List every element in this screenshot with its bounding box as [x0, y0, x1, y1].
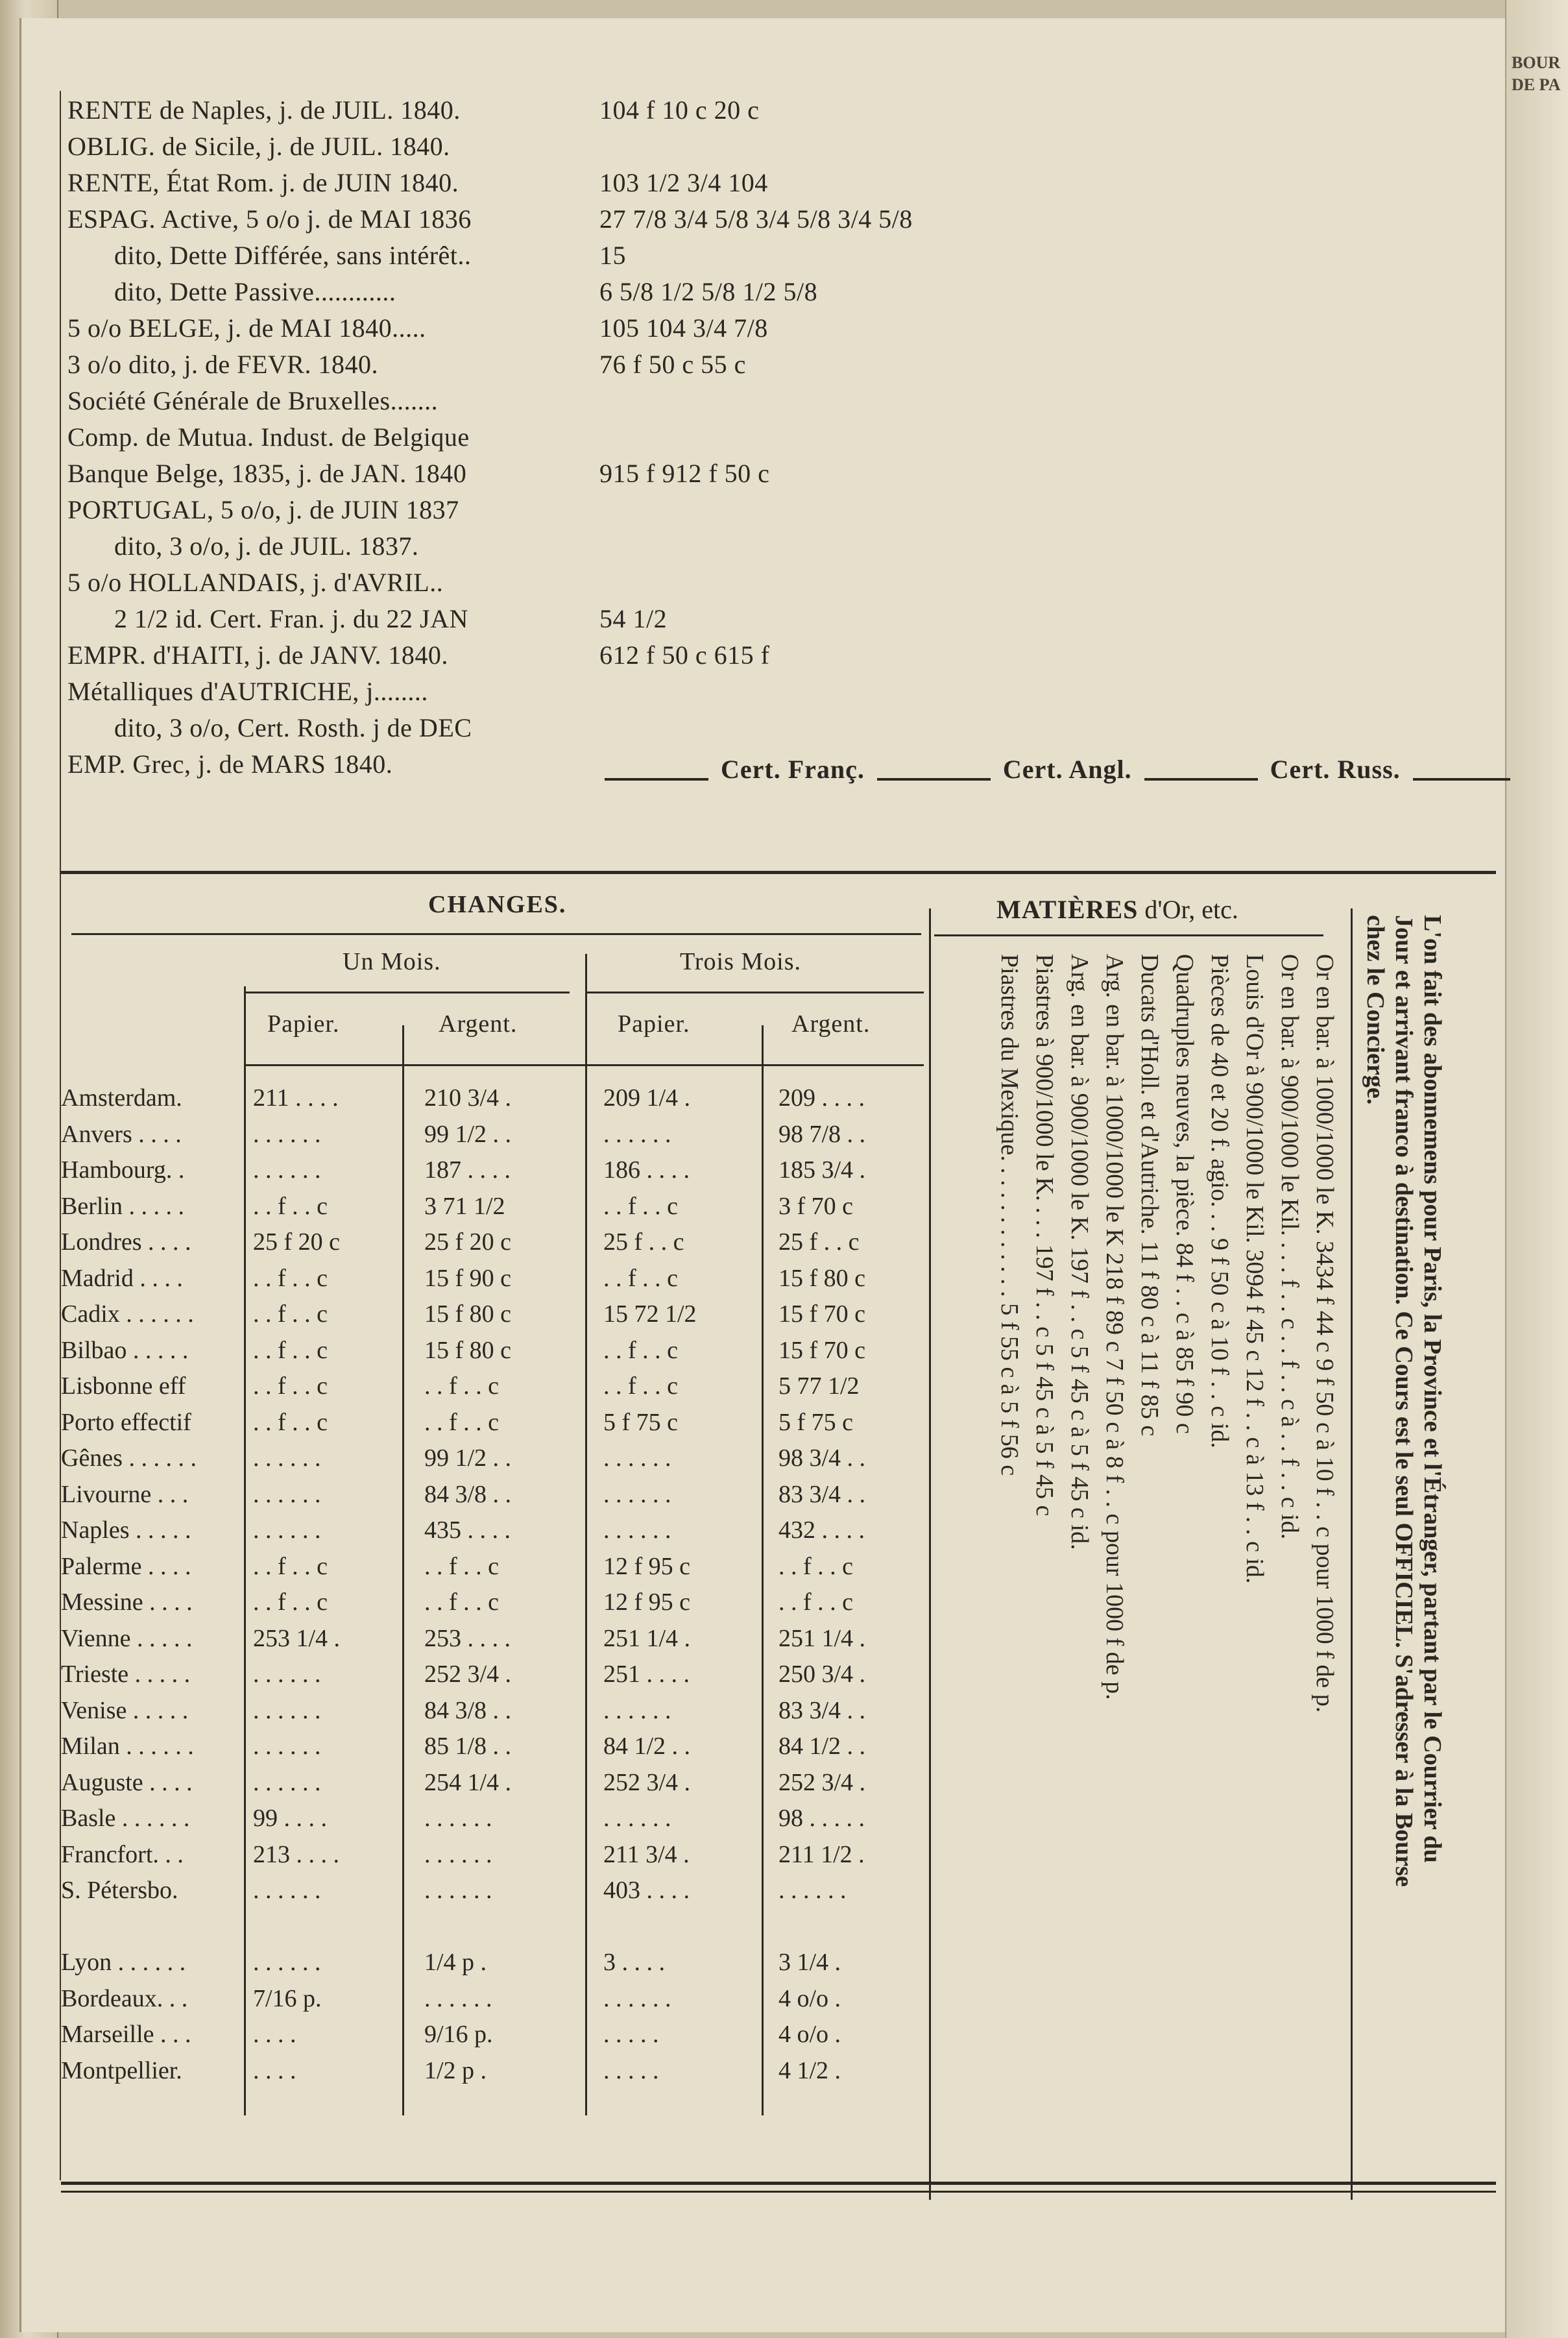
un-mois-papier: . . f . . c	[253, 1264, 328, 1292]
section-divider-bottom	[61, 2182, 1496, 2185]
exchange-row	[61, 1768, 924, 1805]
trois-mois-argent: 3 1/4 .	[778, 1949, 841, 1976]
trois-mois-papier: . . . . . .	[603, 1444, 671, 1472]
city-name: Marseille . . .	[61, 2021, 191, 2048]
security-name: dito, Dette Passive............	[114, 277, 396, 306]
trois-mois-argent: 5 f 75 c	[778, 1408, 854, 1436]
un-mois-argent: 253 . . . .	[424, 1624, 511, 1652]
city-name: Bordeaux. . .	[61, 1984, 188, 2012]
un-mois-argent: 85 1/8 . .	[424, 1733, 512, 1760]
city-name: Messine . . . .	[61, 1589, 193, 1616]
un-mois-argent: 15 f 80 c	[424, 1300, 512, 1328]
trois-mois-rule	[586, 992, 924, 993]
trois-mois-argent: 252 3/4 .	[778, 1768, 866, 1796]
metal-price-line: Quadruples neuves, la pièce. 84 f . . c à 85 f 90 c	[1171, 954, 1198, 1434]
section-divider-top	[61, 871, 1496, 874]
exchange-row	[61, 1120, 924, 1156]
un-mois-papier: . . . .	[253, 2021, 296, 2048]
matieres-title-rule	[934, 934, 1323, 936]
security-name: Société Générale de Bruxelles.......	[67, 386, 439, 415]
metal-price-line: Arg. en bar. à 900/1000 le K. 197 f . . c 5 f 45 c à 5 f 45 c id.	[1066, 954, 1093, 1550]
un-mois-argent: . . . . . .	[424, 1840, 492, 1868]
matieres-title-bold: MATIÈRES	[996, 895, 1139, 924]
un-mois-argent: . . f . . c	[424, 1589, 500, 1616]
trois-mois-papier: 15 72 1/2	[603, 1300, 697, 1328]
security-name: dito, 3 o/o, Cert. Rosth. j de DEC	[114, 713, 472, 742]
un-mois-argent: 1/2 p .	[424, 2056, 487, 2084]
exchange-row	[61, 1516, 924, 1552]
un-mois-header: Un Mois.	[343, 948, 441, 975]
security-name: Comp. de Mutua. Indust. de Belgique	[67, 422, 470, 452]
un-mois-argent: 435 . . . .	[424, 1516, 511, 1544]
trois-mois-papier: . . . . . .	[603, 1516, 671, 1544]
un-mois-papier: . . . . . .	[253, 1696, 321, 1724]
security-line	[67, 494, 459, 525]
trois-mois-papier: 3 . . . .	[603, 1949, 665, 1976]
exchange-row	[61, 1732, 924, 1768]
security-line	[67, 458, 770, 489]
trois-mois-papier: 251 . . . .	[603, 1661, 690, 1688]
exchange-row	[61, 1084, 924, 1120]
un-mois-papier: . . f . . c	[253, 1408, 328, 1436]
security-line	[67, 603, 668, 634]
un-mois-papier: . . . . . .	[253, 1877, 321, 1904]
trois-mois-argent: 15 f 80 c	[778, 1264, 866, 1292]
subscription-notice-line-3: chez le Concierge.	[1362, 915, 1389, 1105]
un-mois-papier: . . f . . c	[253, 1589, 328, 1616]
city-name: Francfort. . .	[61, 1840, 184, 1868]
trois-mois-argent: 15 f 70 c	[778, 1300, 866, 1328]
trois-mois-argent: 83 3/4 . .	[778, 1696, 866, 1724]
trois-mois-papier: . . . . . .	[603, 1120, 671, 1148]
exchange-row	[61, 1660, 924, 1696]
notice-separator	[1351, 908, 1353, 2200]
un-mois-papier: . . . . . .	[253, 1120, 321, 1148]
trois-mois-argent: 25 f . . c	[778, 1228, 860, 1256]
security-price: 54 1/2	[599, 604, 668, 633]
security-name: PORTUGAL, 5 o/o, j. de JUIN 1837	[67, 495, 459, 524]
city-name: Hambourg. .	[61, 1156, 185, 1184]
un-mois-argent: 1/4 p .	[424, 1949, 487, 1976]
security-name: 2 1/2 id. Cert. Fran. j. du 22 JAN	[114, 604, 468, 633]
security-line	[67, 567, 443, 598]
city-name: Cadix . . . . . .	[61, 1300, 194, 1328]
security-line	[67, 749, 392, 779]
trois-mois-argent: 251 1/4 .	[778, 1624, 866, 1652]
un-mois-argent: 15 f 90 c	[424, 1264, 512, 1292]
adjacent-page-heading: BOUR DE PA	[1512, 53, 1561, 94]
security-price: 104 f 10 c 20 c	[599, 95, 760, 125]
trois-mois-argent: . . f . . c	[778, 1589, 854, 1616]
city-name: Amsterdam.	[61, 1084, 182, 1112]
un-mois-papier: . . . . . .	[253, 1156, 321, 1184]
un-mois-argent: 25 f 20 c	[424, 1228, 512, 1256]
un-mois-papier: 253 1/4 .	[253, 1624, 341, 1652]
security-price: 27 7/8 3/4 5/8 3/4 5/8 3/4 5/8	[599, 204, 913, 234]
un-mois-argent: 9/16 p.	[424, 2021, 493, 2048]
trois-mois-argent: 4 1/2 .	[778, 2056, 841, 2084]
exchange-row	[61, 1192, 924, 1228]
cert-russ-label: Cert. Russ.	[1270, 755, 1401, 784]
exchange-row	[61, 1696, 924, 1733]
trois-mois-argent: 5 77 1/2	[778, 1372, 860, 1400]
trois-mois-papier: . . . . . .	[603, 1696, 671, 1724]
security-line	[67, 349, 746, 380]
trois-mois-papier: 251 1/4 .	[603, 1624, 691, 1652]
security-price: 15	[599, 241, 626, 270]
security-line	[67, 640, 770, 670]
city-name: Anvers . . . .	[61, 1120, 182, 1148]
exchange-row	[61, 2020, 924, 2056]
un-mois-argent: 3 71 1/2	[424, 1192, 505, 1220]
security-line	[67, 131, 450, 162]
trois-mois-papier: . . f . . c	[603, 1372, 679, 1400]
trois-mois-argent: . . . . . .	[778, 1877, 847, 1904]
un-mois-papier: . . f . . c	[253, 1552, 328, 1580]
security-line	[67, 712, 472, 743]
security-name: dito, 3 o/o, j. de JUIL. 1837.	[114, 531, 419, 561]
column-header-rule	[245, 1064, 924, 1066]
exchange-row	[61, 1264, 924, 1300]
trois-mois-papier: . . . . . .	[603, 1480, 671, 1508]
exchange-row	[61, 2056, 924, 2093]
un-mois-argent: 99 1/2 . .	[424, 1444, 512, 1472]
section-divider-bottom-thin	[61, 2191, 1496, 2193]
papier-header-2: Papier.	[618, 1010, 690, 1038]
metal-price-line: Arg. en bar. à 1000/1000 le K 218 f 89 c 7 f 50 c à 8 f . . c pour 1000 f de p.	[1101, 954, 1128, 1700]
un-mois-papier: . . f . . c	[253, 1336, 328, 1364]
un-mois-argent: . . f . . c	[424, 1408, 500, 1436]
cert-franc-label: Cert. Franç.	[721, 755, 865, 784]
argent-header-2: Argent.	[791, 1010, 871, 1038]
argent-header-1: Argent.	[439, 1010, 518, 1038]
security-price: 103 1/2 3/4 104	[599, 168, 768, 197]
un-mois-papier: . . . .	[253, 2056, 296, 2084]
trois-mois-argent: 98 . . . . .	[778, 1805, 865, 1832]
exchange-row	[61, 1552, 924, 1589]
un-mois-argent: 84 3/8 . .	[424, 1480, 512, 1508]
trois-mois-argent: 83 3/4 . .	[778, 1480, 866, 1508]
security-line	[67, 313, 768, 343]
trois-mois-argent: 4 o/o .	[778, 2021, 841, 2048]
city-name: Palerme . . . .	[61, 1552, 191, 1580]
city-name: Venise . . . . .	[61, 1696, 189, 1724]
metal-price-line: Louis d'Or à 900/1000 le Kil. 3094 f 45 c 12 f . . c à 13 f . . c id.	[1241, 954, 1268, 1584]
exchange-row	[61, 1444, 924, 1480]
security-line	[67, 676, 428, 707]
city-name: Gênes . . . . . .	[61, 1444, 197, 1472]
city-name: Londres . . . .	[61, 1228, 191, 1256]
trois-mois-papier: 252 3/4 .	[603, 1768, 691, 1796]
city-name: Livourne . . .	[61, 1480, 189, 1508]
un-mois-argent: 252 3/4 .	[424, 1661, 512, 1688]
trois-mois-papier: 403 . . . .	[603, 1877, 690, 1904]
security-name: dito, Dette Différée, sans intérêt..	[114, 241, 472, 270]
security-name: 5 o/o BELGE, j. de MAI 1840.....	[67, 313, 426, 343]
trois-mois-argent: 432 . . . .	[778, 1516, 865, 1544]
trois-mois-argent: 185 3/4 .	[778, 1156, 866, 1184]
metal-price-line: Piastres à 900/1000 le K. . . . 197 f . . c 5 f 45 c à 5 f 45 c	[1031, 954, 1058, 1516]
security-price: 612 f 50 c 615 f	[599, 640, 770, 670]
un-mois-argent: . . . . . .	[424, 1805, 492, 1832]
trois-mois-papier: 211 3/4 .	[603, 1840, 690, 1868]
un-mois-papier: . . . . . .	[253, 1480, 321, 1508]
security-name: EMP. Grec, j. de MARS 1840.	[67, 749, 393, 779]
un-mois-argent: 15 f 80 c	[424, 1336, 512, 1364]
security-name: EMPR. d'HAITI, j. de JANV. 1840.	[67, 640, 448, 670]
city-name: Lyon . . . . . .	[61, 1949, 186, 1976]
trois-mois-argent: 98 3/4 . .	[778, 1444, 866, 1472]
trois-mois-papier: 5 f 75 c	[603, 1408, 679, 1436]
trois-mois-argent: 209 . . . .	[778, 1084, 865, 1112]
trois-mois-papier: . . . . . .	[603, 1984, 671, 2012]
un-mois-papier: 7/16 p.	[253, 1984, 322, 2012]
exchange-row	[61, 1228, 924, 1264]
un-mois-argent: . . f . . c	[424, 1552, 500, 1580]
trois-mois-papier: . . f . . c	[603, 1192, 679, 1220]
trois-mois-papier: 12 f 95 c	[603, 1589, 691, 1616]
un-mois-papier: . . . . . .	[253, 1444, 321, 1472]
security-name: Métalliques d'AUTRICHE, j........	[67, 677, 428, 706]
security-name: RENTE, État Rom. j. de JUIN 1840.	[67, 168, 459, 197]
city-name: S. Pétersbo.	[61, 1877, 178, 1904]
trois-mois-argent: 98 7/8 . .	[778, 1120, 866, 1148]
security-line	[67, 95, 760, 125]
exchange-row	[61, 1912, 924, 1949]
city-name: Berlin . . . . .	[61, 1192, 184, 1220]
exchange-row	[61, 1480, 924, 1516]
trois-mois-papier: 209 1/4 .	[603, 1084, 691, 1112]
un-mois-papier: 99 . . . .	[253, 1805, 327, 1832]
cert-angl-label: Cert. Angl.	[1002, 755, 1132, 784]
trois-mois-papier: . . . . .	[603, 2056, 659, 2084]
security-line	[67, 276, 818, 307]
city-name: Naples . . . . .	[61, 1516, 191, 1544]
trois-mois-papier: . . f . . c	[603, 1336, 679, 1364]
exchange-row	[61, 1948, 924, 1984]
metal-price-line: Or en bar. à 1000/1000 le K. 3434 f 44 c 9 f 50 c à 10 f . . c pour 1000 f de p.	[1311, 954, 1338, 1713]
security-line	[67, 531, 418, 561]
metal-price-line: Or en bar. à 900/1000 le Kil. . . . f . . c . . f . . c à . . f . . c id.	[1276, 954, 1303, 1540]
changes-title-rule	[71, 933, 921, 935]
grec-certificates-line	[599, 754, 1515, 785]
security-name: OBLIG. de Sicile, j. de JUIL. 1840.	[67, 132, 450, 161]
exchange-row	[61, 1624, 924, 1661]
exchange-row	[61, 1336, 924, 1372]
un-mois-argent: 84 3/8 . .	[424, 1696, 512, 1724]
un-mois-papier: . . . . . .	[253, 1516, 321, 1544]
security-line	[67, 204, 913, 234]
trois-mois-header: Trois Mois.	[680, 948, 802, 975]
exchange-row	[61, 1408, 924, 1444]
trois-mois-argent: . . f . . c	[778, 1552, 854, 1580]
exchange-row	[61, 1984, 924, 2021]
un-mois-argent: 187 . . . .	[424, 1156, 511, 1184]
un-mois-argent: 210 3/4 .	[424, 1084, 512, 1112]
exchange-row	[61, 1840, 924, 1877]
city-name: Madrid . . . .	[61, 1264, 183, 1292]
un-mois-papier: . . . . . .	[253, 1768, 321, 1796]
un-mois-papier: . . . . . .	[253, 1949, 321, 1976]
un-mois-papier: 213 . . . .	[253, 1840, 339, 1868]
metal-price-line: Pièces de 40 et 20 f. agio. . . 9 f 50 c à 10 f . . c id.	[1206, 954, 1233, 1448]
metal-price-line: Piastres du Mexique. . . . . . . . . . . . 5 f 55 c à 5 f 56 c	[996, 954, 1023, 1476]
trois-mois-argent: 211 1/2 .	[778, 1840, 865, 1868]
un-mois-argent: 99 1/2 . .	[424, 1120, 512, 1148]
security-name: Banque Belge, 1835, j. de JAN. 1840	[67, 459, 467, 488]
security-line	[67, 385, 438, 416]
adjacent-page-edge	[1505, 0, 1568, 2338]
un-mois-papier: 25 f 20 c	[253, 1228, 341, 1256]
exchange-row	[61, 1156, 924, 1192]
trois-mois-papier: 12 f 95 c	[603, 1552, 691, 1580]
trois-mois-papier: . . . . . .	[603, 1805, 671, 1832]
un-mois-papier: . . f . . c	[253, 1300, 328, 1328]
trois-mois-papier: 84 1/2 . .	[603, 1733, 691, 1760]
un-mois-rule	[245, 992, 570, 993]
un-mois-argent: . . f . . c	[424, 1372, 500, 1400]
un-mois-papier: . . f . . c	[253, 1192, 328, 1220]
changes-title: CHANGES.	[428, 891, 567, 918]
trois-mois-papier: . . f . . c	[603, 1264, 679, 1292]
security-price: 915 f 912 f 50 c	[599, 459, 770, 488]
matieres-title	[996, 894, 1238, 925]
city-name: Milan . . . . . .	[61, 1733, 194, 1760]
un-mois-argent: . . . . . .	[424, 1984, 492, 2012]
city-name: Trieste . . . . .	[61, 1661, 191, 1688]
un-mois-argent: . . . . . .	[424, 1877, 492, 1904]
city-name: Porto effectif	[61, 1408, 191, 1436]
un-mois-papier: . . . . . .	[253, 1733, 321, 1760]
trois-mois-argent: 84 1/2 . .	[778, 1733, 866, 1760]
security-price: 6 5/8 1/2 5/8 1/2 5/8	[599, 277, 818, 306]
trois-mois-argent: 15 f 70 c	[778, 1336, 866, 1364]
trois-mois-papier: . . . . .	[603, 2021, 659, 2048]
un-mois-papier: 211 . . . .	[253, 1084, 339, 1112]
security-line	[67, 422, 470, 452]
papier-header-1: Papier.	[267, 1010, 340, 1038]
trois-mois-argent: 250 3/4 .	[778, 1661, 866, 1688]
security-price: 76 f 50 c 55 c	[599, 350, 746, 379]
trois-mois-papier: 25 f . . c	[603, 1228, 684, 1256]
city-name: Auguste . . . .	[61, 1768, 193, 1796]
exchange-row	[61, 1300, 924, 1336]
exchange-row	[61, 1804, 924, 1840]
city-name: Vienne . . . . .	[61, 1624, 193, 1652]
exchange-row	[61, 1876, 924, 1912]
un-mois-papier: . . f . . c	[253, 1372, 328, 1400]
subscription-notice-line-1: L'on fait des abonnemens pour Paris, la Province et l'Étranger, partant par le Courrier du	[1419, 915, 1446, 1863]
matieres-title-rest: d'Or, etc.	[1144, 895, 1238, 924]
city-name: Bilbao . . . . .	[61, 1336, 189, 1364]
city-name: Lisbonne eff	[61, 1372, 186, 1400]
security-price: 105 104 3/4 7/8	[599, 313, 768, 343]
security-name: 5 o/o HOLLANDAIS, j. d'AVRIL..	[67, 568, 444, 597]
city-name: Basle . . . . . .	[61, 1805, 190, 1832]
trois-mois-papier: 186 . . . .	[603, 1156, 690, 1184]
security-line	[67, 240, 626, 271]
city-name: Montpellier.	[61, 2056, 182, 2084]
security-name: ESPAG. Active, 5 o/o j. de MAI 1836	[67, 204, 472, 234]
col-sep-5	[929, 908, 931, 2200]
un-mois-papier: . . . . . .	[253, 1661, 321, 1688]
security-line	[67, 167, 768, 198]
security-name: RENTE de Naples, j. de JUIL. 1840.	[67, 95, 461, 125]
trois-mois-argent: 4 o/o .	[778, 1984, 841, 2012]
security-name: 3 o/o dito, j. de FEVR. 1840.	[67, 350, 378, 379]
exchange-row	[61, 1372, 924, 1408]
metal-price-line: Ducats d'Holl. et d'Autriche. 11 f 80 c à 11 f 85 c	[1136, 954, 1163, 1437]
exchange-row	[61, 1588, 924, 1624]
subscription-notice-line-2: Jour et arrivant franco à destination. Ce Cours est le seul OFFICIEL. S'adresser à la Bourse	[1390, 915, 1417, 1887]
trois-mois-argent: 3 f 70 c	[778, 1192, 854, 1220]
un-mois-argent: 254 1/4 .	[424, 1768, 512, 1796]
